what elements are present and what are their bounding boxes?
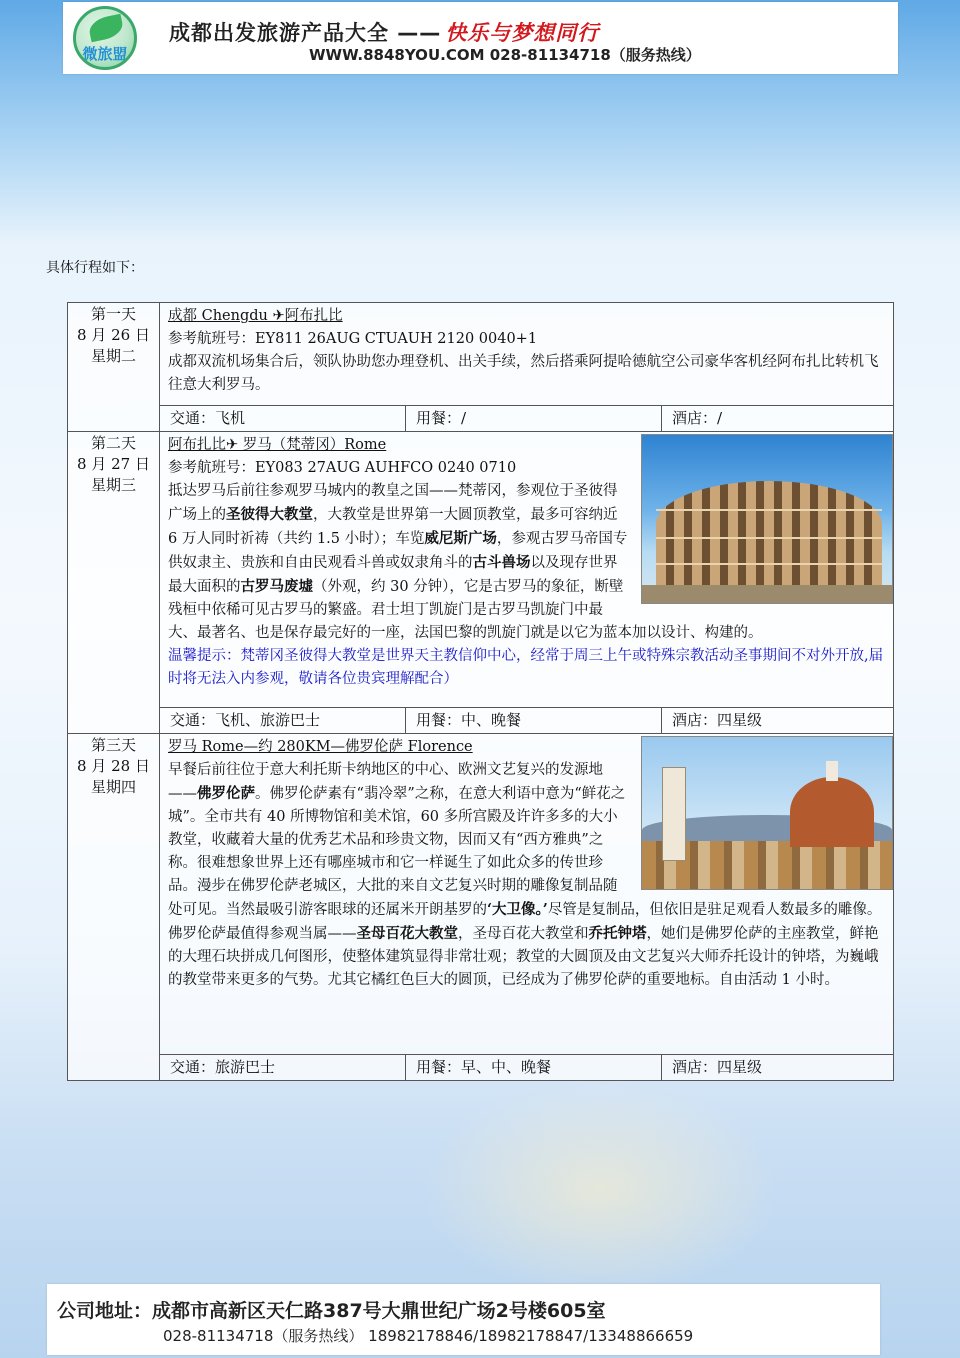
header-slogan: 快乐与梦想同行 <box>445 21 600 45</box>
highlight-text: 古斗兽场 <box>472 554 531 571</box>
company-address: 公司地址：成都市高新区天仁路387号大鼎世纪广场2号楼605室 <box>57 1300 606 1322</box>
desc-text: ，大教堂是世界第一大圆顶教堂，最多可容纳近 6 万人同时祈祷（共约 1.5 小时）；车览 <box>168 507 618 547</box>
hotel-info: 酒店：/ <box>662 406 894 432</box>
highlight-text: 古罗马废墟 <box>240 578 313 595</box>
highlight-text: ‘大卫像。’ <box>487 901 548 918</box>
day-content <box>160 303 894 406</box>
day-date: 8 月 28 日 <box>77 757 150 775</box>
colosseum-tier <box>656 563 882 565</box>
highlight-text: 圣彼得大教堂 <box>226 506 313 523</box>
itinerary-intro: 具体行程如下： <box>46 260 144 276</box>
flight-info: 参考航班号：EY083 27AUG AUHFCO 0240 0710 <box>168 460 517 476</box>
day-weekday: 星期二 <box>90 347 136 365</box>
day-weekday: 星期四 <box>90 778 136 796</box>
day-label-cell <box>68 432 160 734</box>
leaf-icon <box>87 14 125 43</box>
background-flower-glow <box>420 1080 780 1300</box>
desc-text: （外观，约 30 分钟），它是古罗马的象征，断壁残桓中依稀可见古罗马的繁盛。君士坦丁凯旋门是古罗马凯旋门中最大、最著名、也是保存最完好的一座，法国巴黎的凯旋门就是以它为蓝本加以设计、构建的。 <box>168 579 763 641</box>
day-date: 8 月 26 日 <box>77 326 150 344</box>
desc-text: ，她们是佛罗伦萨的主座教堂，鲜艳的大理石块拼成几何图形，使整体建筑显得非常壮观；教堂的大圆顶及由文艺复兴大师乔托设计的钟塔，为巍峨的教堂带来更多的气势。尤其它橘红色巨大的圆顶，已经成为了佛罗伦萨的重要地标。自由活动 1 小时。 <box>168 926 879 988</box>
day-weekday: 星期三 <box>90 476 136 494</box>
highlight-text: 佛罗伦萨 <box>197 785 255 802</box>
day-label-cell <box>68 734 160 1081</box>
day-content <box>160 734 894 1055</box>
day-number: 第三天 <box>90 736 136 754</box>
day-row <box>68 303 894 406</box>
route-title: 罗马 Rome—约 280KM—佛罗伦萨 Florence <box>168 739 473 755</box>
hotel-info: 酒店：四星级 <box>662 1055 894 1081</box>
bell-tower <box>662 767 686 861</box>
warning-note: 温馨提示：梵蒂冈圣彼得大教堂是世界天主教信仰中心，经常于周三上午或特殊宗教活动圣事期间不对外开放,届时将无法入内参观，敬请各位贵宾理解配合） <box>168 648 884 687</box>
day-number: 第一天 <box>90 305 136 323</box>
highlight-text: 圣母百花大教堂 <box>356 925 458 942</box>
transport-info: 交通：旅游巴士 <box>160 1055 406 1081</box>
day-number: 第二天 <box>90 434 136 452</box>
header-title <box>169 17 599 47</box>
header-title-text: 成都出发旅游产品大全 —— <box>169 21 442 45</box>
day-description: 成都双流机场集合后，领队协助您办理登机、出关手续，然后搭乘阿提哈德航空公司豪华客机经阿布扎比转机飞往意大利罗马。 <box>168 354 879 393</box>
itinerary-table <box>67 302 894 1081</box>
day-label-cell <box>68 303 160 432</box>
transport-info: 交通：飞机、旅游巴士 <box>160 708 406 734</box>
logo-text: 微旅盟 <box>82 45 128 63</box>
desc-text: 以及现存世界最大面积的 <box>168 555 618 595</box>
day-content <box>160 432 894 708</box>
desc-text: 抵达罗马后前往参观罗马城内的教皇之国——梵蒂冈，参观位于圣彼得广场上的 <box>168 483 618 523</box>
colosseum-ground <box>642 585 892 603</box>
colosseum-photo <box>641 434 893 604</box>
colosseum-tier <box>656 537 882 539</box>
route-title: 阿布扎比✈ 罗马（梵蒂冈）Rome <box>168 437 387 453</box>
day-row <box>68 734 894 1055</box>
page-header <box>63 2 898 74</box>
page-footer <box>47 1284 880 1355</box>
header-contact: WWW.8848YOU.COM 028-81134718（服务热线） <box>309 46 701 64</box>
florence-photo <box>641 736 893 890</box>
transport-info: 交通：飞机 <box>160 406 406 432</box>
brand-logo <box>73 6 137 70</box>
desc-text: ，参观古罗马帝国专供奴隶主、贵族和自由民观看斗兽或奴隶角斗的 <box>168 531 628 571</box>
highlight-text: 威尼斯广场 <box>424 530 497 547</box>
meals-info: 用餐：/ <box>406 406 662 432</box>
day-info-row <box>68 1055 894 1081</box>
colosseum-tier <box>656 509 882 511</box>
dome-lantern <box>826 761 838 781</box>
desc-text: 。佛罗伦萨素有“翡冷翠”之称，在意大利语中意为“鲜花之城”。全市共有 40 所博物馆和美术馆，60 多所宫殿及许许多多的大小教堂，收藏着大量的优秀艺术品和珍贵文物，因而又有“西方雅典”之称。很难想象世界上还有哪座城市和它一样诞生了如此众多的传世珍品。漫步在佛罗伦萨老城区，大批的来自文艺复兴时期的雕像复制品随处可见。当然最吸引游客眼球的还属米开朗基罗的 <box>168 786 626 918</box>
hotel-info: 酒店：四星级 <box>662 708 894 734</box>
cathedral-dome <box>790 777 874 847</box>
flight-info: 参考航班号：EY811 26AUG CTUAUH 2120 0040+1 <box>168 331 538 347</box>
day-row <box>68 432 894 708</box>
desc-text: ，圣母百花大教堂和 <box>458 926 589 942</box>
desc-text: 早餐后前往位于意大利托斯卡纳地区的中心、欧洲文艺复兴的发源地—— <box>168 762 603 802</box>
day-date: 8 月 27 日 <box>77 455 150 473</box>
day-info-row <box>68 708 894 734</box>
highlight-text: 乔托钟塔 <box>588 925 647 942</box>
meals-info: 用餐：中、晚餐 <box>406 708 662 734</box>
desc-text: 尽管是复制品，但依旧是驻足观看人数最多的雕像。佛罗伦萨最值得参观当属—— <box>168 902 882 942</box>
route-title: 成都 Chengdu ✈阿布扎比 <box>168 308 343 324</box>
colosseum-arena <box>656 481 882 589</box>
meals-info: 用餐：早、中、晚餐 <box>406 1055 662 1081</box>
contact-phones: 028-81134718（服务热线） 18982178846/18982178847/13348866659 <box>163 1327 694 1345</box>
day-info-row <box>68 406 894 432</box>
